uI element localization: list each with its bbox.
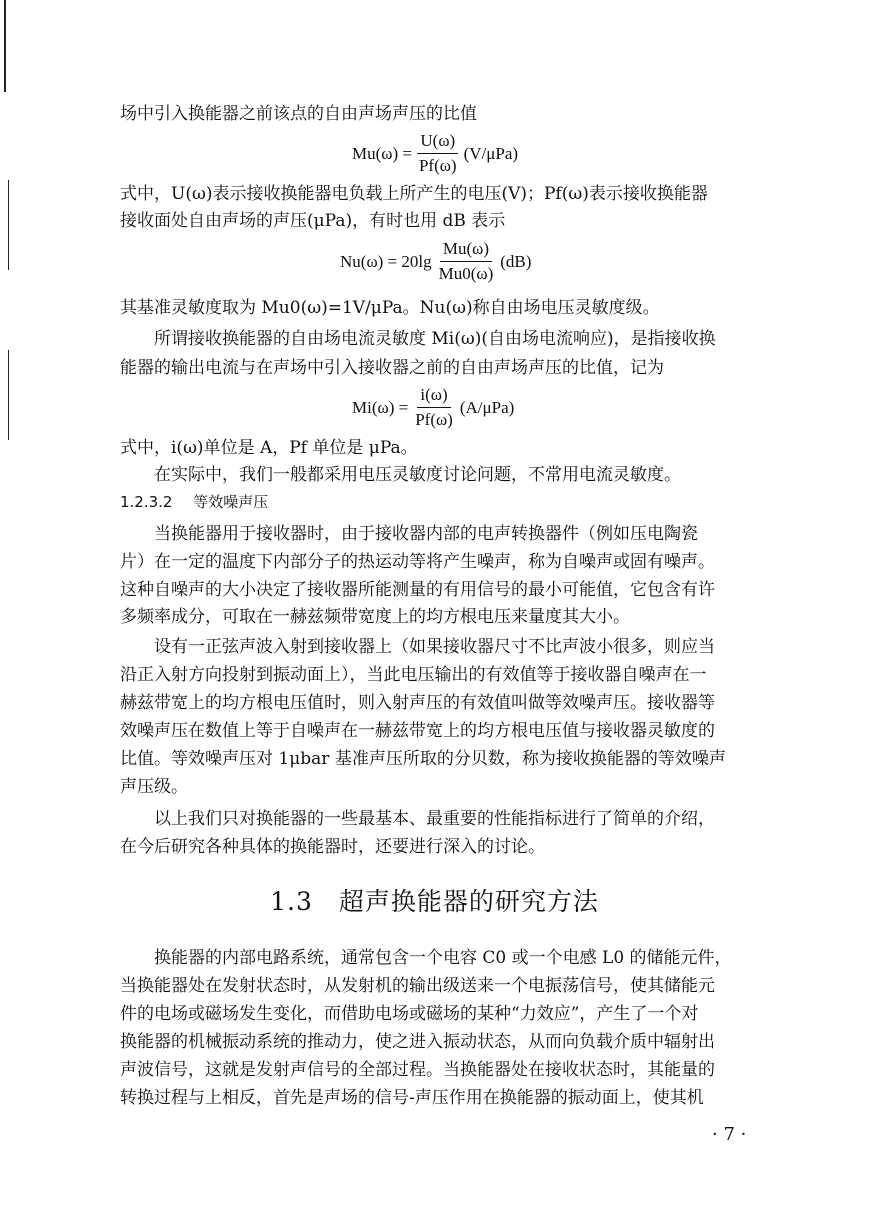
equation-denominator: Pf(ω) bbox=[415, 410, 453, 429]
equation-voltage-sensitivity bbox=[352, 130, 518, 177]
text-line: 声压级。 bbox=[120, 777, 188, 797]
text-line: 以上我们只对换能器的一些最基本、最重要的性能指标进行了简单的介绍， bbox=[154, 809, 715, 829]
text-line: 赫兹带宽上的均方根电压值时，则入射声压的有效值叫做等效噪声压。接收器等 bbox=[120, 693, 715, 713]
equation-unit: (V/μPa) bbox=[463, 143, 519, 163]
text-line: 多频率成分，可取在一赫兹频带宽度上的均方根电压来量度其大小。 bbox=[120, 607, 630, 627]
text-line: 当换能器用于接收器时，由于接收器内部的电声转换器件（例如压电陶瓷 bbox=[154, 524, 698, 544]
equation-unit: (A/μPa) bbox=[459, 397, 515, 417]
text-line: 所谓接收换能器的自由场电流灵敏度 Mi(ω)(自由场电流响应)，是指接收换 bbox=[154, 329, 716, 349]
equation-numerator: U(ω) bbox=[417, 130, 458, 154]
subsection-heading bbox=[120, 490, 792, 514]
equation-lhs: Mu(ω) = bbox=[352, 143, 412, 163]
subsection-number: 1.2.3.2 bbox=[120, 493, 173, 511]
subsection-title: 等效噪声压 bbox=[193, 493, 269, 511]
text-line: 效噪声压在数值上等于自噪声在一赫兹带宽上的均方根电压值与接收器灵敏度的 bbox=[120, 721, 715, 741]
equation-numerator: i(ω) bbox=[417, 384, 450, 408]
scan-edge-mark bbox=[4, 0, 6, 92]
scan-edge-mark bbox=[8, 350, 9, 440]
text-line: 式中，i(ω)单位是 A，Pf 单位是 μPa。 bbox=[120, 438, 418, 458]
text-line: 件的电场或磁场发生变化，而借助电场或磁场的某种“力效应”，产生了一个对 bbox=[120, 1004, 699, 1024]
text-line: 场中引入换能器之前该点的自由声场声压的比值 bbox=[120, 104, 477, 124]
text-line: 转换过程与上相反，首先是声场的信号-声压作用在换能器的振动面上，使其机 bbox=[120, 1088, 704, 1108]
equation-current-sensitivity bbox=[352, 384, 514, 431]
scan-edge-mark bbox=[8, 180, 9, 270]
equation-fraction bbox=[412, 384, 456, 431]
text-line: 声波信号，这就是发射声信号的全部过程。当换能器处在接收状态时，其能量的 bbox=[120, 1060, 715, 1080]
equation-lhs: Nu(ω) = 20lg bbox=[340, 251, 432, 271]
text-line: 在实际中，我们一般都采用电压灵敏度讨论问题，不常用电流灵敏度。 bbox=[154, 465, 681, 485]
text-line: 其基准灵敏度取为 Mu0(ω)=1V/μPa。Nu(ω)称自由场电压灵敏度级。 bbox=[120, 298, 660, 318]
text-line: 换能器的机械振动系统的推动力，使之进入振动状态，从而向负载介质中辐射出 bbox=[120, 1032, 715, 1052]
page-number: · 7 · bbox=[712, 1124, 747, 1145]
text-line: 接收面处自由声场的声压(μPa)，有时也用 dB 表示 bbox=[120, 211, 506, 231]
text-line: 沿正入射方向投射到振动面上），当此电压输出的有效值等于接收器自噪声在一 bbox=[120, 665, 707, 685]
equation-fraction bbox=[436, 238, 497, 285]
text-line: 设有一正弦声波入射到接收器上（如果接收器尺寸不比声波小很多，则应当 bbox=[154, 637, 715, 657]
text-line: 换能器的内部电路系统，通常包含一个电容 C0 或一个电感 L0 的储能元件， bbox=[154, 948, 732, 968]
equation-denominator: Mu0(ω) bbox=[438, 264, 494, 283]
text-line: 这种自噪声的大小决定了接收器所能测量的有用信号的最小可能值，它包含有许 bbox=[120, 580, 715, 600]
equation-denominator: Pf(ω) bbox=[418, 156, 457, 175]
equation-lhs: Mi(ω) = bbox=[352, 397, 409, 417]
equation-sensitivity-level bbox=[340, 238, 531, 285]
text-line: 式中，U(ω)表示接收换能器电负载上所产生的电压(V)；Pf(ω)表示接收换能器 bbox=[120, 184, 708, 204]
equation-unit: (dB) bbox=[500, 251, 532, 271]
text-line: 能器的输出电流与在声场中引入接收器之前的自由声场声压的比值，记为 bbox=[120, 358, 664, 378]
text-line: 片）在一定的温度下内部分子的热运动等将产生噪声，称为自噪声或固有噪声。 bbox=[120, 552, 715, 572]
text-line: 当换能器处在发射状态时，从发射机的输出级送来一个电振荡信号，使其储能元 bbox=[120, 976, 715, 996]
equation-fraction bbox=[416, 130, 460, 177]
equation-numerator: Mu(ω) bbox=[440, 238, 492, 262]
text-line: 比值。等效噪声压对 1μbar 基准声压所取的分贝数，称为接收换能器的等效噪声 bbox=[120, 749, 726, 769]
text-line: 在今后研究各种具体的换能器时，还要进行深入的讨论。 bbox=[120, 837, 545, 857]
section-title: 1.3 超声换能器的研究方法 bbox=[270, 887, 599, 916]
